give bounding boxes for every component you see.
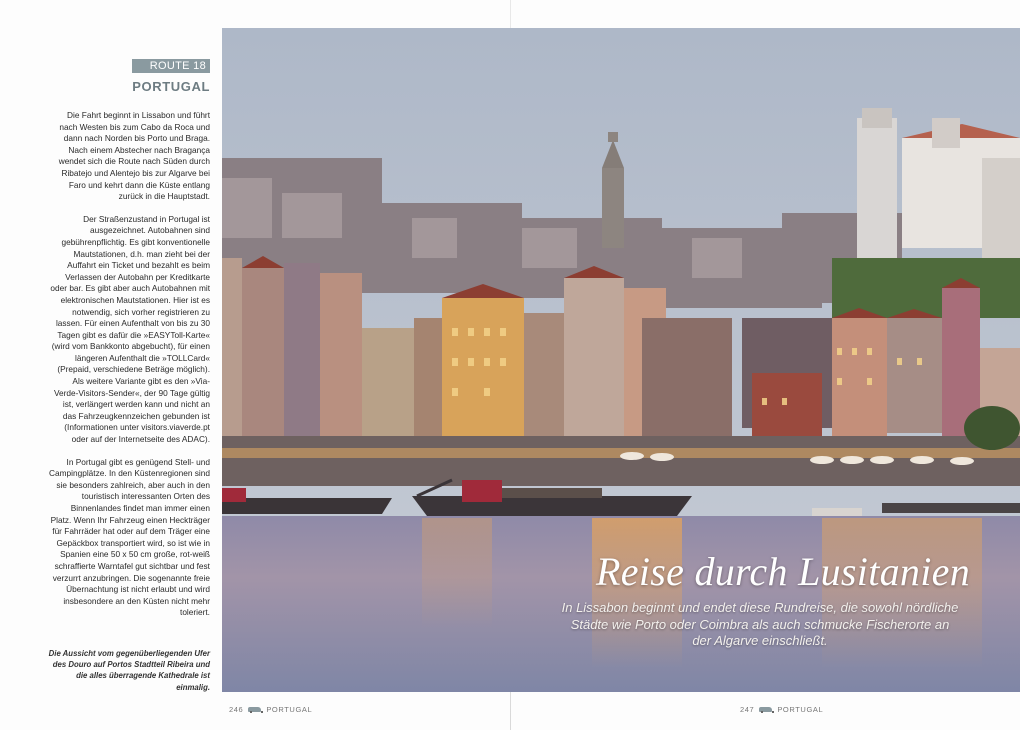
footer-label: PORTUGAL [777,705,824,714]
camper-van-icon [248,706,261,713]
body-text [48,110,210,619]
headline: Reise durch Lusitanien [596,549,970,594]
camper-van-icon [759,706,772,713]
page-number: 246 [229,705,244,714]
paragraph: Die Fahrt beginnt in Lissabon und führt nach Westen bis zum Cabo da Roca und dann nach Norden bis Porto und Braga. Nach einem Abstecher nach Bragança wendet sich die Route nach Süden durch Ribatejo und Alentejo bis zur Algarve bei Faro und kehrt dann die Küste entlang zurück in die Hauptstadt. [58,110,210,202]
footer-right [740,705,823,714]
paragraph: Der Straßenzustand in Portugal ist ausgezeichnet. Autobahnen sind gebührenpflichtig. Es gibt konventionelle Mautstationen, d.h. man zieht bei der Auffahrt ein Ticket und bezahlt es beim Verlassen der Autobahn per Kreditkarte oder bar. Es gibt aber auch Autobahnen mit elektronischen Mautstationen. Hier ist es notwendig, sich vorher registrieren zu lassen. Für einen Aufenthalt von bis zu 30 Tagen gibt es dafür die »EASYToll-Karte« (wird vom Bankkonto abgebucht), für einen längeren Aufenthalt die »TOLLCard« (Prepaid, verschiedene Beträge möglich). Als weitere Variante gibt es den »Via-Verde-Visitors-Sender«, der 90 Tage gültig ist, verlängert werden kann und nicht an das Fahrzeugkennzeichen gebunden ist (Informationen unter visitors.viaverde.pt oder auf der Internetseite des ADAC). [50,213,210,445]
footer-left [229,705,312,714]
route-badge: ROUTE 18 [132,59,210,73]
paragraph: In Portugal gibt es genügend Stell- und Campingplätze. In den Küstenregionen sind sie besonders zahlreich, aber auch in den touristisch interessanten Orten des Binnenlandes findet man immer einen Platz. Wenn Ihr Fahrzeug einen Heckträger für Fahrräder hat oder auf dem Träger eine Gepäckbox transportiert wird, so ist wie in Spanien eine 50 x 50 cm große, rot-weiß schraffierte Warntafel gut sichtbar und fest verzurrt anzubringen. Die sogenannte freie Übernachtung ist nicht erlaubt und wird insbesondere an den Küsten nicht mehr toleriert. [49,456,210,618]
subheadline: In Lissabon beginnt und endet diese Rundreise, die sowohl nördliche Städte wie Porto oder Coimbra als auch schmucke Fischerorte an der Algarve einschließt. [561,600,959,648]
text-column [48,56,210,619]
page-number: 247 [740,705,755,714]
country-title: PORTUGAL [132,79,210,94]
footer-label: PORTUGAL [266,705,313,714]
photo-caption: Die Aussicht vom gegenüberliegenden Ufer des Douro auf Portos Stadtteil Ribeira und die alles überragende Kathedrale ist einmalig. [48,649,210,692]
